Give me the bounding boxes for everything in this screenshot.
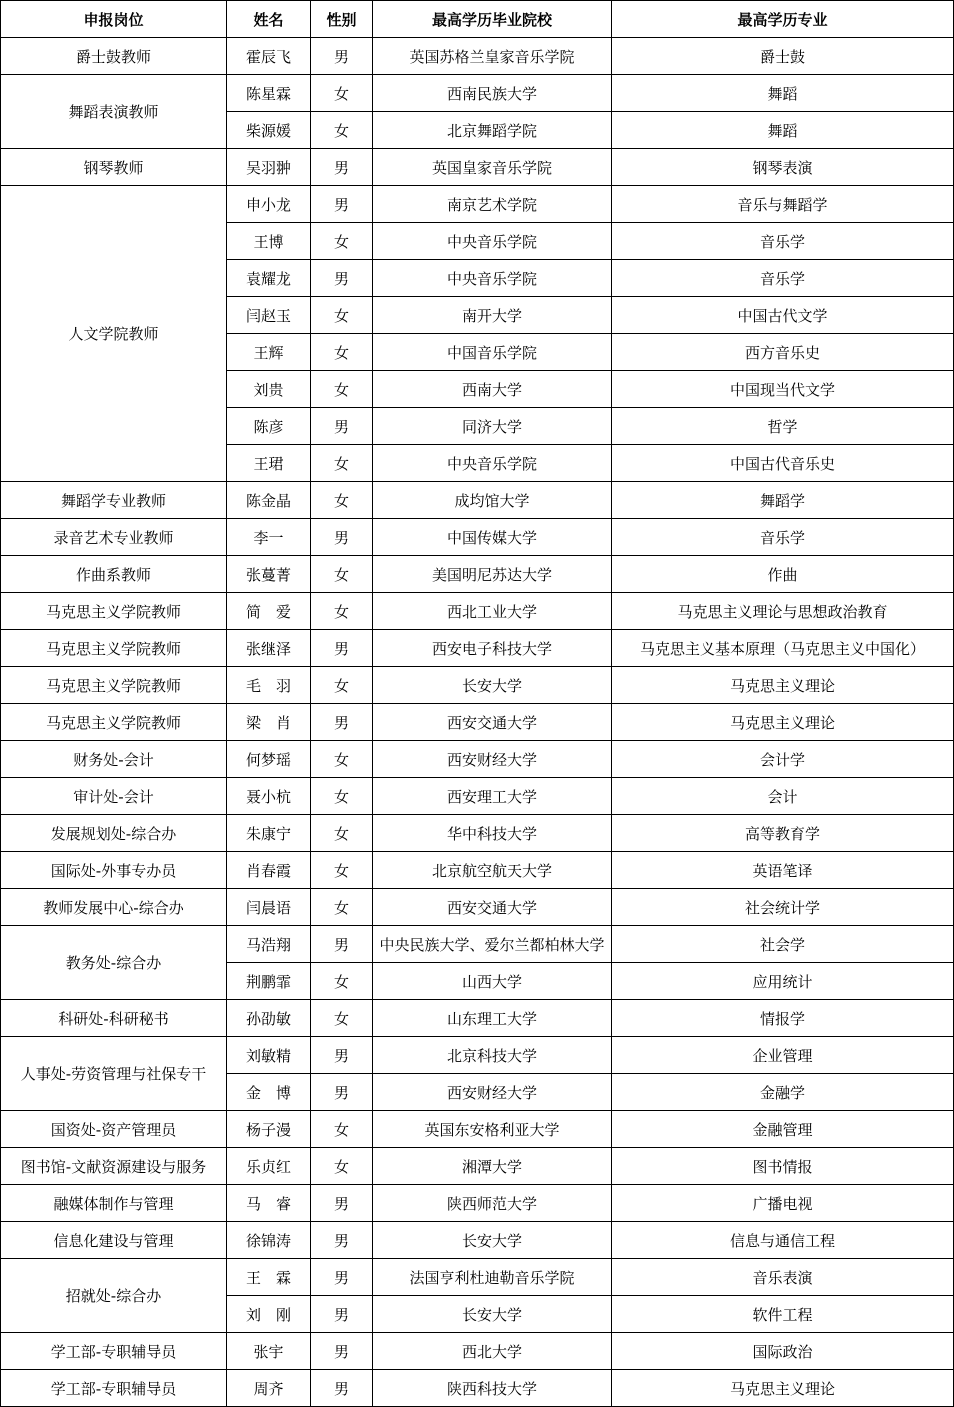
major-cell: 情报学 <box>612 1000 954 1037</box>
name-cell: 周齐 <box>227 1370 311 1407</box>
name-cell: 王珺 <box>227 445 311 482</box>
major-cell: 信息与通信工程 <box>612 1222 954 1259</box>
header-position: 申报岗位 <box>1 1 227 38</box>
gender-cell: 女 <box>311 297 373 334</box>
name-cell: 毛 羽 <box>227 667 311 704</box>
header-gender: 性别 <box>311 1 373 38</box>
major-cell: 哲学 <box>612 408 954 445</box>
table-row <box>1 1370 954 1407</box>
major-cell: 会计学 <box>612 741 954 778</box>
major-cell: 西方音乐史 <box>612 334 954 371</box>
school-cell: 中央民族大学、爱尔兰都柏林大学 <box>373 926 612 963</box>
major-cell: 广播电视 <box>612 1185 954 1222</box>
gender-cell: 男 <box>311 1037 373 1074</box>
school-cell: 英国皇家音乐学院 <box>373 149 612 186</box>
gender-cell: 女 <box>311 1111 373 1148</box>
table-row <box>1 1185 954 1222</box>
name-cell: 乐贞红 <box>227 1148 311 1185</box>
major-cell: 音乐表演 <box>612 1259 954 1296</box>
gender-cell: 女 <box>311 778 373 815</box>
position-cell: 人事处-劳资管理与社保专干 <box>1 1037 227 1111</box>
name-cell: 吴羽翀 <box>227 149 311 186</box>
school-cell: 英国东安格利亚大学 <box>373 1111 612 1148</box>
major-cell: 金融学 <box>612 1074 954 1111</box>
table-row <box>1 1111 954 1148</box>
gender-cell: 男 <box>311 1222 373 1259</box>
major-cell: 音乐学 <box>612 519 954 556</box>
school-cell: 中央音乐学院 <box>373 445 612 482</box>
school-cell: 英国苏格兰皇家音乐学院 <box>373 38 612 75</box>
name-cell: 荆鹏霏 <box>227 963 311 1000</box>
gender-cell: 女 <box>311 963 373 1000</box>
position-cell: 学工部-专职辅导员 <box>1 1370 227 1407</box>
school-cell: 成均馆大学 <box>373 482 612 519</box>
school-cell: 法国亨利杜迪勒音乐学院 <box>373 1259 612 1296</box>
school-cell: 西北工业大学 <box>373 593 612 630</box>
table-row <box>1 186 954 223</box>
table-row <box>1 1148 954 1185</box>
position-cell: 融媒体制作与管理 <box>1 1185 227 1222</box>
school-cell: 同济大学 <box>373 408 612 445</box>
school-cell: 长安大学 <box>373 1222 612 1259</box>
gender-cell: 男 <box>311 519 373 556</box>
major-cell: 舞蹈学 <box>612 482 954 519</box>
name-cell: 申小龙 <box>227 186 311 223</box>
name-cell: 张继泽 <box>227 630 311 667</box>
gender-cell: 男 <box>311 408 373 445</box>
gender-cell: 女 <box>311 556 373 593</box>
major-cell: 英语笔译 <box>612 852 954 889</box>
school-cell: 北京科技大学 <box>373 1037 612 1074</box>
gender-cell: 男 <box>311 630 373 667</box>
position-cell: 科研处-科研秘书 <box>1 1000 227 1037</box>
school-cell: 南开大学 <box>373 297 612 334</box>
major-cell: 会计 <box>612 778 954 815</box>
position-cell: 国资处-资产管理员 <box>1 1111 227 1148</box>
header-major: 最高学历专业 <box>612 1 954 38</box>
table-row <box>1 1222 954 1259</box>
school-cell: 美国明尼苏达大学 <box>373 556 612 593</box>
name-cell: 闫赵玉 <box>227 297 311 334</box>
school-cell: 北京舞蹈学院 <box>373 112 612 149</box>
gender-cell: 女 <box>311 75 373 112</box>
name-cell: 王 霖 <box>227 1259 311 1296</box>
school-cell: 西安交通大学 <box>373 889 612 926</box>
position-cell: 马克思主义学院教师 <box>1 630 227 667</box>
major-cell: 社会统计学 <box>612 889 954 926</box>
name-cell: 张蔓菁 <box>227 556 311 593</box>
gender-cell: 男 <box>311 260 373 297</box>
table-row <box>1 593 954 630</box>
position-cell: 舞蹈学专业教师 <box>1 482 227 519</box>
table-row <box>1 1037 954 1074</box>
table-row <box>1 75 954 112</box>
position-cell: 国际处-外事专办员 <box>1 852 227 889</box>
major-cell: 作曲 <box>612 556 954 593</box>
school-cell: 华中科技大学 <box>373 815 612 852</box>
gender-cell: 女 <box>311 667 373 704</box>
school-cell: 西南大学 <box>373 371 612 408</box>
name-cell: 张宇 <box>227 1333 311 1370</box>
school-cell: 西南民族大学 <box>373 75 612 112</box>
major-cell: 应用统计 <box>612 963 954 1000</box>
table-row <box>1 38 954 75</box>
name-cell: 简 爱 <box>227 593 311 630</box>
name-cell: 陈星霖 <box>227 75 311 112</box>
school-cell: 湘潭大学 <box>373 1148 612 1185</box>
school-cell: 中国音乐学院 <box>373 334 612 371</box>
position-cell: 财务处-会计 <box>1 741 227 778</box>
name-cell: 刘 刚 <box>227 1296 311 1333</box>
position-cell: 学工部-专职辅导员 <box>1 1333 227 1370</box>
gender-cell: 男 <box>311 149 373 186</box>
position-cell: 教务处-综合办 <box>1 926 227 1000</box>
table-body <box>1 38 954 1407</box>
major-cell: 中国现当代文学 <box>612 371 954 408</box>
table-row <box>1 1000 954 1037</box>
gender-cell: 女 <box>311 371 373 408</box>
name-cell: 肖春霞 <box>227 852 311 889</box>
gender-cell: 女 <box>311 852 373 889</box>
major-cell: 企业管理 <box>612 1037 954 1074</box>
gender-cell: 男 <box>311 926 373 963</box>
table-row <box>1 1259 954 1296</box>
major-cell: 图书情报 <box>612 1148 954 1185</box>
major-cell: 舞蹈 <box>612 112 954 149</box>
header-name: 姓名 <box>227 1 311 38</box>
name-cell: 孙劭敏 <box>227 1000 311 1037</box>
gender-cell: 男 <box>311 1259 373 1296</box>
table-row <box>1 741 954 778</box>
gender-cell: 女 <box>311 223 373 260</box>
name-cell: 霍辰飞 <box>227 38 311 75</box>
major-cell: 舞蹈 <box>612 75 954 112</box>
major-cell: 马克思主义理论 <box>612 704 954 741</box>
name-cell: 徐锦涛 <box>227 1222 311 1259</box>
school-cell: 南京艺术学院 <box>373 186 612 223</box>
table-row <box>1 1333 954 1370</box>
school-cell: 西安电子科技大学 <box>373 630 612 667</box>
major-cell: 高等教育学 <box>612 815 954 852</box>
major-cell: 音乐学 <box>612 223 954 260</box>
major-cell: 钢琴表演 <box>612 149 954 186</box>
name-cell: 何梦瑶 <box>227 741 311 778</box>
major-cell: 国际政治 <box>612 1333 954 1370</box>
table-row <box>1 926 954 963</box>
school-cell: 西安财经大学 <box>373 1074 612 1111</box>
position-cell: 作曲系教师 <box>1 556 227 593</box>
position-cell: 马克思主义学院教师 <box>1 667 227 704</box>
gender-cell: 女 <box>311 1148 373 1185</box>
position-cell: 舞蹈表演教师 <box>1 75 227 149</box>
gender-cell: 男 <box>311 704 373 741</box>
school-cell: 西安理工大学 <box>373 778 612 815</box>
name-cell: 刘贵 <box>227 371 311 408</box>
major-cell: 马克思主义基本原理（马克思主义中国化） <box>612 630 954 667</box>
gender-cell: 女 <box>311 1000 373 1037</box>
major-cell: 音乐与舞蹈学 <box>612 186 954 223</box>
gender-cell: 男 <box>311 186 373 223</box>
school-cell: 西北大学 <box>373 1333 612 1370</box>
gender-cell: 男 <box>311 38 373 75</box>
school-cell: 中国传媒大学 <box>373 519 612 556</box>
major-cell: 马克思主义理论 <box>612 1370 954 1407</box>
table-row <box>1 149 954 186</box>
gender-cell: 女 <box>311 112 373 149</box>
table-row <box>1 630 954 667</box>
name-cell: 柴源媛 <box>227 112 311 149</box>
position-cell: 马克思主义学院教师 <box>1 704 227 741</box>
header-row <box>1 1 954 38</box>
school-cell: 长安大学 <box>373 667 612 704</box>
table-row <box>1 889 954 926</box>
gender-cell: 男 <box>311 1370 373 1407</box>
name-cell: 马 睿 <box>227 1185 311 1222</box>
gender-cell: 男 <box>311 1185 373 1222</box>
major-cell: 金融管理 <box>612 1111 954 1148</box>
name-cell: 马浩翔 <box>227 926 311 963</box>
name-cell: 朱康宁 <box>227 815 311 852</box>
name-cell: 李一 <box>227 519 311 556</box>
position-cell: 图书馆-文献资源建设与服务 <box>1 1148 227 1185</box>
position-cell: 发展规划处-综合办 <box>1 815 227 852</box>
table-row <box>1 852 954 889</box>
name-cell: 闫晨语 <box>227 889 311 926</box>
school-cell: 中央音乐学院 <box>373 223 612 260</box>
position-cell: 爵士鼓教师 <box>1 38 227 75</box>
gender-cell: 男 <box>311 1074 373 1111</box>
name-cell: 杨子漫 <box>227 1111 311 1148</box>
table-row <box>1 519 954 556</box>
table-row <box>1 667 954 704</box>
table-row <box>1 815 954 852</box>
major-cell: 马克思主义理论 <box>612 667 954 704</box>
name-cell: 陈彦 <box>227 408 311 445</box>
position-cell: 审计处-会计 <box>1 778 227 815</box>
gender-cell: 女 <box>311 815 373 852</box>
school-cell: 山东理工大学 <box>373 1000 612 1037</box>
name-cell: 梁 肖 <box>227 704 311 741</box>
gender-cell: 女 <box>311 445 373 482</box>
school-cell: 北京航空航天大学 <box>373 852 612 889</box>
gender-cell: 女 <box>311 334 373 371</box>
major-cell: 马克思主义理论与思想政治教育 <box>612 593 954 630</box>
table-row <box>1 778 954 815</box>
position-cell: 钢琴教师 <box>1 149 227 186</box>
school-cell: 西安交通大学 <box>373 704 612 741</box>
name-cell: 金 博 <box>227 1074 311 1111</box>
school-cell: 山西大学 <box>373 963 612 1000</box>
school-cell: 长安大学 <box>373 1296 612 1333</box>
major-cell: 社会学 <box>612 926 954 963</box>
school-cell: 中央音乐学院 <box>373 260 612 297</box>
position-cell: 招就处-综合办 <box>1 1259 227 1333</box>
gender-cell: 女 <box>311 482 373 519</box>
table-row <box>1 482 954 519</box>
major-cell: 中国古代音乐史 <box>612 445 954 482</box>
school-cell: 陕西科技大学 <box>373 1370 612 1407</box>
position-cell: 教师发展中心-综合办 <box>1 889 227 926</box>
gender-cell: 男 <box>311 1333 373 1370</box>
major-cell: 软件工程 <box>612 1296 954 1333</box>
position-cell: 信息化建设与管理 <box>1 1222 227 1259</box>
name-cell: 王博 <box>227 223 311 260</box>
name-cell: 袁耀龙 <box>227 260 311 297</box>
name-cell: 陈金晶 <box>227 482 311 519</box>
header-school: 最高学历毕业院校 <box>373 1 612 38</box>
table-row <box>1 556 954 593</box>
name-cell: 聂小杭 <box>227 778 311 815</box>
major-cell: 音乐学 <box>612 260 954 297</box>
gender-cell: 女 <box>311 741 373 778</box>
position-cell: 马克思主义学院教师 <box>1 593 227 630</box>
major-cell: 中国古代文学 <box>612 297 954 334</box>
position-cell: 人文学院教师 <box>1 186 227 482</box>
major-cell: 爵士鼓 <box>612 38 954 75</box>
gender-cell: 女 <box>311 593 373 630</box>
name-cell: 王辉 <box>227 334 311 371</box>
position-cell: 录音艺术专业教师 <box>1 519 227 556</box>
gender-cell: 男 <box>311 1296 373 1333</box>
school-cell: 西安财经大学 <box>373 741 612 778</box>
gender-cell: 女 <box>311 889 373 926</box>
school-cell: 陕西师范大学 <box>373 1185 612 1222</box>
name-cell: 刘敏精 <box>227 1037 311 1074</box>
table-row <box>1 704 954 741</box>
